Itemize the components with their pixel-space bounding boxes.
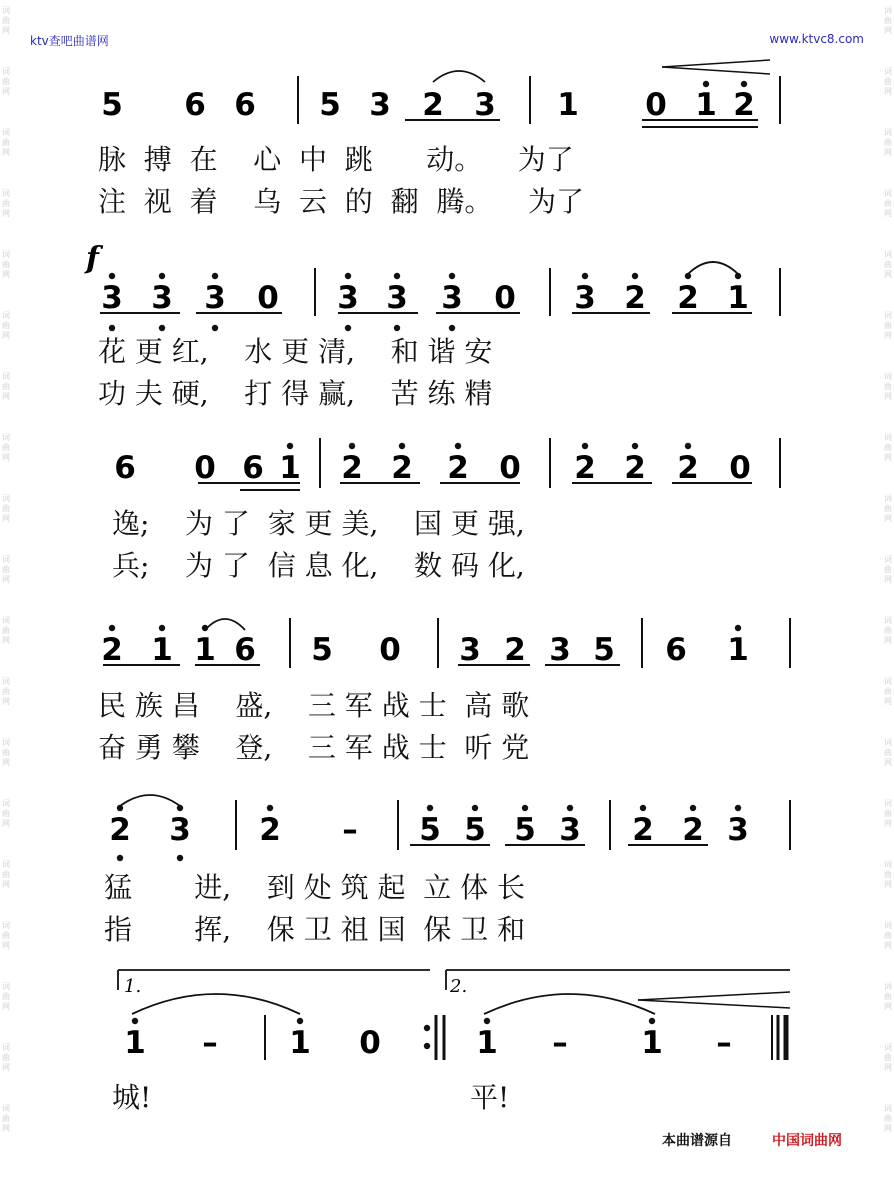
octave-dot-high: [297, 1018, 303, 1024]
note-r3-m2-n2: 2: [391, 450, 413, 486]
octave-dot-high: [287, 443, 293, 449]
watermark-right: 词曲网: [884, 494, 892, 523]
tie-ending-1: [132, 994, 300, 1014]
note-r2-m2-n4: 0: [494, 280, 516, 316]
note-r3-m3-n2: 2: [624, 450, 646, 486]
note-r1-m2-n1: 5: [319, 87, 341, 123]
tie-ending-2: [484, 994, 655, 1014]
note-r3-m3-n1: 2: [574, 450, 596, 486]
octave-dot-high: [690, 805, 696, 811]
octave-dot-high: [345, 273, 351, 279]
watermark-right: 词曲网: [884, 616, 892, 645]
note-r6-m2-n2: 0: [359, 1025, 381, 1061]
octave-dot-high: [567, 805, 573, 811]
watermark-right: 词曲网: [884, 921, 892, 950]
watermark-left: 词曲网: [2, 921, 10, 950]
note-r3-m1-n2: 0: [194, 450, 216, 486]
note-r5-m2-n2: –: [342, 812, 358, 848]
watermark-right: 词曲网: [884, 433, 892, 462]
note-r5-m1-n2: 3: [169, 812, 191, 848]
note-r4-m4-n2: 1: [727, 632, 749, 668]
note-r4-m1-n3: 1: [194, 632, 216, 668]
watermark-left: 词曲网: [2, 6, 10, 35]
octave-dot-low: [177, 855, 183, 861]
lyric-row-3-verse-2: 兵; 为 了 信 息 化, 数 码 化,: [112, 549, 525, 582]
octave-dot-high: [741, 81, 747, 87]
note-r5-m4-n2: 2: [682, 812, 704, 848]
watermark-left: 词曲网: [2, 189, 10, 218]
note-r4-m2-n1: 5: [311, 632, 333, 668]
note-r5-m3-n2: 5: [464, 812, 486, 848]
note-r2-m1-n3: 3: [204, 280, 226, 316]
octave-dot-high: [632, 273, 638, 279]
note-r1-m3-n2: 0: [645, 87, 667, 123]
watermark-left: 词曲网: [2, 677, 10, 706]
octave-dot-high: [703, 81, 709, 87]
watermark-left: 词曲网: [2, 311, 10, 340]
hairpin: [638, 1000, 790, 1008]
octave-dot-high: [632, 443, 638, 449]
octave-dot-high: [449, 273, 455, 279]
note-r5-m4-n1: 2: [632, 812, 654, 848]
note-r5-m3-n4: 3: [559, 812, 581, 848]
watermark-left: 词曲网: [2, 250, 10, 279]
octave-dot-high: [394, 273, 400, 279]
note-r1-m3-n4: 2: [733, 87, 755, 123]
lyric-row-5-verse-2: 指 挥, 保 卫 祖 国 保 卫 和: [104, 913, 526, 946]
watermark-right: 词曲网: [884, 250, 892, 279]
watermark-left: 词曲网: [2, 982, 10, 1011]
watermark-left: 词曲网: [2, 860, 10, 889]
watermark-right: 词曲网: [884, 738, 892, 767]
octave-dot-high: [582, 443, 588, 449]
octave-dot-high: [109, 273, 115, 279]
note-r6-m1-n1: 1: [124, 1025, 146, 1061]
note-r4-m2-n2: 0: [379, 632, 401, 668]
note-r2-m1-n4: 0: [257, 280, 279, 316]
watermark-left: 词曲网: [2, 1043, 10, 1072]
watermark-left: 词曲网: [2, 67, 10, 96]
note-r2-m3-n4: 1: [727, 280, 749, 316]
repeat-dot: [424, 1025, 430, 1031]
octave-dot-high: [649, 1018, 655, 1024]
watermark-right: 词曲网: [884, 982, 892, 1011]
note-r1-m3-n1: 1: [557, 87, 579, 123]
tie-1-6: [205, 619, 245, 630]
hairpin: [662, 67, 770, 74]
lyric-row-5-verse-1: 猛 进, 到 处 筑 起 立 体 长: [104, 871, 526, 904]
watermark-left: 词曲网: [2, 616, 10, 645]
octave-dot-high: [472, 805, 478, 811]
volta-second-label: 2.: [450, 976, 468, 997]
octave-dot-high: [267, 805, 273, 811]
watermark-left: 词曲网: [2, 738, 10, 767]
watermark-left: 词曲网: [2, 494, 10, 523]
watermark-right: 词曲网: [884, 860, 892, 889]
octave-dot-high: [349, 443, 355, 449]
watermark-right: 词曲网: [884, 1104, 892, 1133]
octave-dot-high: [735, 625, 741, 631]
hairpin: [638, 992, 790, 1000]
watermark-right: 词曲网: [884, 799, 892, 828]
note-r4-m3-n2: 2: [504, 632, 526, 668]
watermark-right: 词曲网: [884, 67, 892, 96]
watermark-left: 词曲网: [2, 1104, 10, 1133]
note-r5-m2-n1: 2: [259, 812, 281, 848]
lyric-row-3-verse-1: 逸; 为 了 家 更 美, 国 更 强,: [112, 507, 525, 540]
watermark-right: 词曲网: [884, 677, 892, 706]
tie-2-3-b: [120, 795, 180, 806]
lyric-ending-1: 城!: [112, 1081, 152, 1114]
octave-dot-high: [735, 805, 741, 811]
lyric-row-1-verse-2: 注 视 着 乌 云 的 翻 腾。 为了: [98, 185, 585, 218]
footer-site-link[interactable]: 中国词曲网: [772, 1133, 842, 1149]
octave-dot-high: [640, 805, 646, 811]
note-r4-m3-n1: 3: [459, 632, 481, 668]
dynamic-forte: f: [86, 241, 99, 276]
lyric-ending-2: 平!: [470, 1081, 510, 1114]
note-r4-m4-n1: 6: [665, 632, 687, 668]
note-r2-m3-n1: 3: [574, 280, 596, 316]
note-r6-m4-n1: 1: [641, 1025, 663, 1061]
note-r1-m2-n2: 3: [369, 87, 391, 123]
header-site-right[interactable]: www.ktvc8.com: [769, 32, 864, 46]
note-r6-m4-n2: –: [716, 1025, 732, 1061]
watermark-right: 词曲网: [884, 128, 892, 157]
octave-dot-high: [159, 273, 165, 279]
hairpin: [662, 60, 770, 67]
octave-dot-high: [522, 805, 528, 811]
octave-dot-high: [427, 805, 433, 811]
header-site-left[interactable]: ktv查吧曲谱网: [30, 34, 109, 48]
note-r3-m3-n3: 2: [677, 450, 699, 486]
octave-dot-high: [484, 1018, 490, 1024]
note-r5-m3-n3: 5: [514, 812, 536, 848]
note-r4-m1-n2: 1: [151, 632, 173, 668]
octave-dot-high: [109, 625, 115, 631]
octave-dot-low: [117, 855, 123, 861]
note-r4-m3-n3: 3: [549, 632, 571, 668]
watermark-left: 词曲网: [2, 433, 10, 462]
octave-dot-high: [132, 1018, 138, 1024]
note-r1-m1-n2: 6: [184, 87, 206, 123]
note-r3-m3-n4: 0: [729, 450, 751, 486]
note-r2-m1-n1: 3: [101, 280, 123, 316]
lyric-row-4-verse-1: 民 族 昌 盛, 三 军 战 士 高 歌: [98, 689, 530, 722]
watermark-left: 词曲网: [2, 799, 10, 828]
note-r3-m1-n3: 6: [242, 450, 264, 486]
octave-dot-high: [455, 443, 461, 449]
note-r2-m2-n1: 3: [337, 280, 359, 316]
watermark-right: 词曲网: [884, 189, 892, 218]
tie-2-1: [688, 262, 738, 274]
note-r2-m2-n3: 3: [441, 280, 463, 316]
watermark-left: 词曲网: [2, 555, 10, 584]
lyric-row-1-verse-1: 脉 搏 在 心 中 跳 动。 为了: [98, 143, 574, 176]
note-r5-m4-n3: 3: [727, 812, 749, 848]
note-r4-m3-n4: 5: [593, 632, 615, 668]
note-r2-m2-n2: 3: [386, 280, 408, 316]
note-r1-m2-n3: 2: [422, 87, 444, 123]
lyric-row-2-verse-2: 功 夫 硬, 打 得 赢, 苦 练 精: [98, 377, 493, 410]
footer-source-label: 本曲谱源自: [662, 1133, 732, 1149]
note-r3-m1-n1: 6: [114, 450, 136, 486]
watermark-right: 词曲网: [884, 6, 892, 35]
note-r6-m2-n1: 1: [289, 1025, 311, 1061]
note-r5-m1-n1: 2: [109, 812, 131, 848]
note-r1-m3-n3: 1: [695, 87, 717, 123]
octave-dot-high: [399, 443, 405, 449]
note-r3-m2-n4: 0: [499, 450, 521, 486]
tie-2-3: [433, 71, 485, 82]
note-r2-m3-n2: 2: [624, 280, 646, 316]
lyric-row-4-verse-2: 奋 勇 攀 登, 三 军 战 士 听 党: [98, 731, 530, 764]
watermark-left: 词曲网: [2, 372, 10, 401]
note-r3-m2-n3: 2: [447, 450, 469, 486]
note-r6-m3-n2: –: [552, 1025, 568, 1061]
note-r1-m1-n3: 6: [234, 87, 256, 123]
note-r3-m2-n1: 2: [341, 450, 363, 486]
repeat-dot: [424, 1043, 430, 1049]
octave-dot-high: [582, 273, 588, 279]
note-r2-m3-n3: 2: [677, 280, 699, 316]
octave-dot-high: [212, 273, 218, 279]
note-r3-m1-n4: 1: [279, 450, 301, 486]
note-r2-m1-n2: 3: [151, 280, 173, 316]
watermark-right: 词曲网: [884, 555, 892, 584]
note-r4-m1-n4: 6: [234, 632, 256, 668]
note-r5-m3-n1: 5: [419, 812, 441, 848]
watermark-right: 词曲网: [884, 311, 892, 340]
octave-dot-high: [685, 443, 691, 449]
lyric-row-2-verse-1: 花 更 红, 水 更 清, 和 谐 安: [98, 335, 493, 368]
watermark-right: 词曲网: [884, 372, 892, 401]
volta-first-label: 1.: [124, 976, 142, 997]
note-r1-m1-n1: 5: [101, 87, 123, 123]
note-r6-m3-n1: 1: [476, 1025, 498, 1061]
note-r6-m1-n2: –: [202, 1025, 218, 1061]
octave-dot-high: [159, 625, 165, 631]
watermark-right: 词曲网: [884, 1043, 892, 1072]
note-r4-m1-n1: 2: [101, 632, 123, 668]
note-r1-m2-n4: 3: [474, 87, 496, 123]
watermark-left: 词曲网: [2, 128, 10, 157]
